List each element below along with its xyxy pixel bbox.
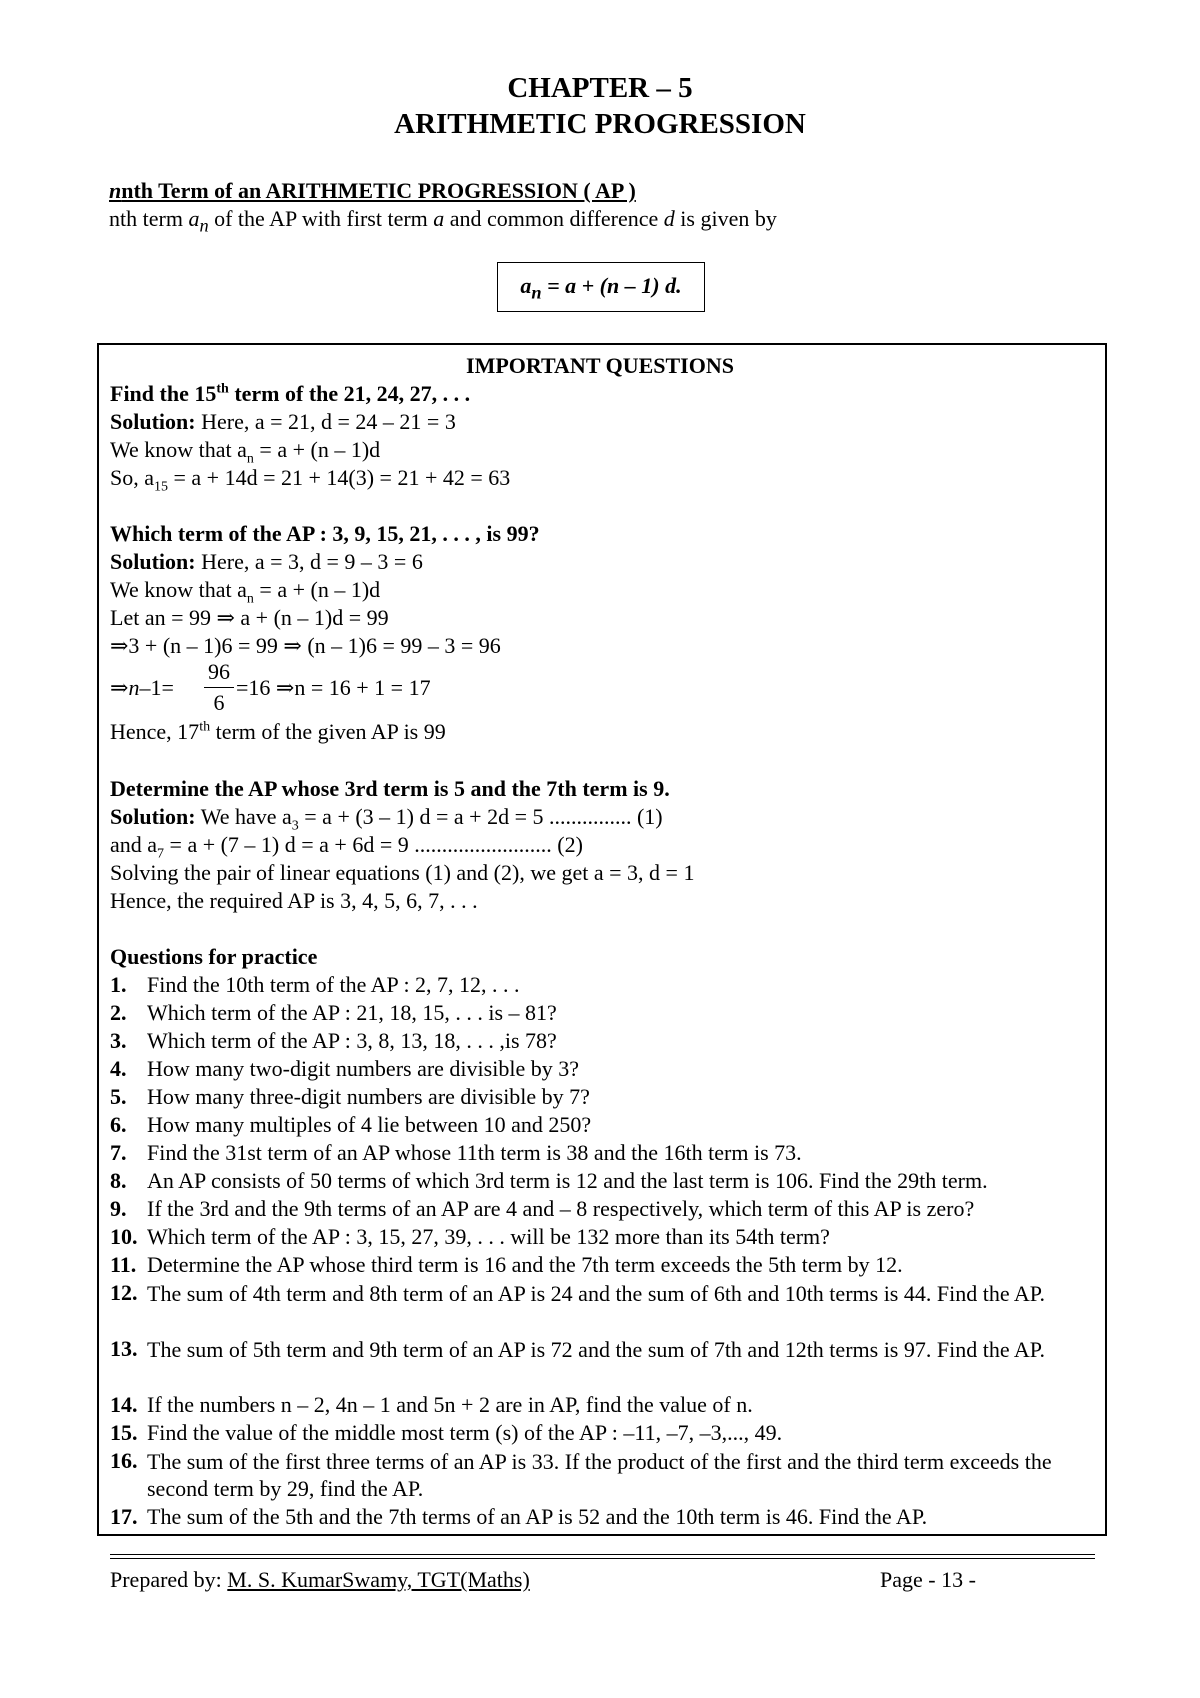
sub: 7 [157, 846, 165, 862]
practice-question: The sum of 5th term and 9th term of an AP is 72 and the sum of 7th and 12th terms is 97. Find the AP. [147, 1337, 1046, 1362]
solution-3 [110, 804, 663, 834]
intro-var-a: a [433, 206, 445, 231]
practice-question: Which term of the AP : 3, 15, 27, 39, . . . will be 132 more than its 54th term? [147, 1224, 830, 1249]
practice-question: Which term of the AP : 21, 18, 15, . . . is – 81? [147, 1000, 557, 1025]
page-number: Page - 13 - [880, 1567, 976, 1592]
sub: n [246, 591, 254, 607]
practice-number: 12. [110, 1280, 138, 1305]
author-name: M. S. KumarSwamy, TGT(Maths) [227, 1567, 530, 1592]
intro-part: nth term [109, 206, 189, 231]
intro-var-d: d [663, 206, 675, 231]
text: –1= [139, 675, 174, 700]
sub: n [246, 451, 254, 467]
section-heading-text: nth Term of an ARITHMETIC PROGRESSION ( AP ) [121, 178, 636, 203]
footer-rule-top [110, 1554, 1095, 1555]
fraction-bar [204, 687, 234, 688]
implies: ⇒ [110, 675, 129, 700]
solution-2-line-5-right: =16 ⇒n = 16 + 1 = 17 [236, 675, 431, 700]
practice-question: Find the 10th term of the AP : 2, 7, 12, . . . [147, 972, 520, 997]
solution-2 [110, 549, 423, 575]
intro-sub-n: n [199, 215, 209, 236]
solution-2-line-4: ⇒3 + (n – 1)6 = 99 ⇒ (n – 1)6 = 99 – 3 = 96 [110, 633, 501, 658]
prepared-label: Prepared by: [110, 1567, 228, 1592]
practice-question: An AP consists of 50 terms of which 3rd term is 12 and the last term is 106. Find the 29th term. [147, 1168, 988, 1193]
solution-2-line-6 [110, 719, 446, 745]
text: We have a [195, 804, 292, 829]
chapter-number: CHAPTER – 5 [507, 72, 693, 104]
intro-part: and common difference [444, 206, 664, 231]
formula-box [497, 262, 705, 312]
practice-number: 15. [110, 1420, 138, 1445]
text: We know that a [110, 577, 247, 602]
practice-question: How many two-digit numbers are divisible by 3? [147, 1056, 579, 1081]
practice-number: 10. [110, 1224, 138, 1249]
solution-label: Solution: [110, 549, 196, 574]
solution-2-line-2 [110, 577, 380, 607]
practice-number: 3. [110, 1028, 127, 1053]
solution-3-line-4: Hence, the required AP is 3, 4, 5, 6, 7, . . . [110, 888, 478, 913]
practice-number: 7. [110, 1140, 127, 1165]
practice-question: How many three-digit numbers are divisible by 7? [147, 1084, 590, 1109]
formula-sub: n [531, 282, 542, 303]
text: = a + 14d = 21 + 14(3) = 21 + 42 = 63 [168, 465, 511, 490]
section-heading: nnth Term of an ARITHMETIC PROGRESSION ( AP ) [109, 178, 636, 203]
solution-1-line-3 [110, 465, 510, 495]
intro-part: of the AP with first term [208, 206, 434, 231]
practice-question: Which term of the AP : 3, 8, 13, 18, . . . ,is 78? [147, 1028, 557, 1053]
intro-text [109, 206, 777, 236]
solution-2-line-3: Let an = 99 ⇒ a + (n – 1)d = 99 [110, 605, 389, 630]
text: = a + (3 – 1) d = a + 2d = 5 ............... (1) [298, 804, 663, 829]
question-2: Which term of the AP : 3, 9, 15, 21, . . . , is 99? [110, 521, 540, 546]
intro-part: is given by [674, 206, 777, 231]
text: We know that a [110, 437, 247, 462]
practice-number: 16. [110, 1448, 138, 1473]
practice-number: 6. [110, 1112, 127, 1137]
practice-number: 17. [110, 1504, 138, 1529]
solution-text: Here, a = 21, d = 24 – 21 = 3 [195, 409, 456, 434]
box-title: IMPORTANT QUESTIONS [466, 353, 734, 378]
prepared-by [110, 1567, 530, 1593]
practice-question: If the numbers n – 2, 4n – 1 and 5n + 2 are in AP, find the value of n. [147, 1392, 753, 1417]
solution-label: Solution: [110, 409, 196, 434]
fraction-denominator: 6 [213, 690, 225, 715]
practice-number: 1. [110, 972, 127, 997]
chapter-title: ARITHMETIC PROGRESSION [394, 108, 806, 140]
text: So, a [110, 465, 154, 490]
practice-question: Determine the AP whose third term is 16 and the 7th term exceeds the 5th term by 12. [147, 1252, 903, 1277]
practice-number: 11. [110, 1252, 137, 1277]
solution-2-line-5-left [110, 675, 174, 701]
intro-var-a: a [188, 206, 200, 231]
practice-number: 8. [110, 1168, 127, 1193]
sub: 15 [154, 479, 168, 495]
practice-question: Find the value of the middle most term (s) of the AP : –11, –7, –3,..., 49. [147, 1420, 783, 1445]
sub: 3 [291, 818, 299, 834]
practice-question: Find the 31st term of an AP whose 11th term is 38 and the 16th term is 73. [147, 1140, 802, 1165]
text: = a + (n – 1)d [253, 437, 381, 462]
practice-question: The sum of the first three terms of an AP is 33. If the product of the first and the third term exceeds the second term by 29, find the AP. [147, 1449, 1052, 1501]
solution-label: Solution: [110, 804, 196, 829]
text: = a + (n – 1)d [253, 577, 381, 602]
practice-heading: Questions for practice [110, 944, 318, 969]
practice-question: The sum of the 5th and the 7th terms of an AP is 52 and the 10th term is 46. Find the AP. [147, 1504, 928, 1529]
text: and a [110, 832, 158, 857]
practice-question: The sum of 4th term and 8th term of an AP is 24 and the sum of 6th and 10th terms is 44. Find the AP. [147, 1281, 1046, 1306]
solution-3-line-2 [110, 832, 583, 862]
practice-number: 5. [110, 1084, 127, 1109]
question-3: Determine the AP whose 3rd term is 5 and the 7th term is 9. [110, 776, 670, 801]
practice-question: How many multiples of 4 lie between 10 and 250? [147, 1112, 592, 1137]
footer-rule-bottom [110, 1558, 1095, 1559]
sup: th [199, 719, 211, 735]
text: term of the given AP is 99 [210, 719, 446, 744]
practice-number: 14. [110, 1392, 138, 1417]
q-sup: th [216, 381, 229, 397]
question-1 [110, 381, 470, 407]
practice-number: 4. [110, 1056, 127, 1081]
formula-a: a [520, 273, 532, 298]
practice-number: 13. [110, 1336, 138, 1361]
text: Hence, 17 [110, 719, 200, 744]
var-n: n [128, 675, 140, 700]
solution-1-line-2 [110, 437, 380, 467]
solution-3-line-3: Solving the pair of linear equations (1) and (2), we get a = 3, d = 1 [110, 860, 695, 885]
text: = a + (7 – 1) d = a + 6d = 9 ......................... (2) [164, 832, 583, 857]
solution-1 [110, 409, 456, 435]
practice-number: 9. [110, 1196, 127, 1221]
practice-number: 2. [110, 1000, 127, 1025]
q-text: term of the 21, 24, 27, . . . [228, 381, 471, 406]
practice-question: If the 3rd and the 9th terms of an AP are 4 and – 8 respectively, which term of this AP is zero? [147, 1196, 975, 1221]
q-text: Find the 15 [110, 381, 217, 406]
formula-rest: = a + (n – 1) d. [541, 273, 682, 298]
fraction-numerator: 96 [208, 659, 230, 684]
solution-text: Here, a = 3, d = 9 – 3 = 6 [195, 549, 423, 574]
